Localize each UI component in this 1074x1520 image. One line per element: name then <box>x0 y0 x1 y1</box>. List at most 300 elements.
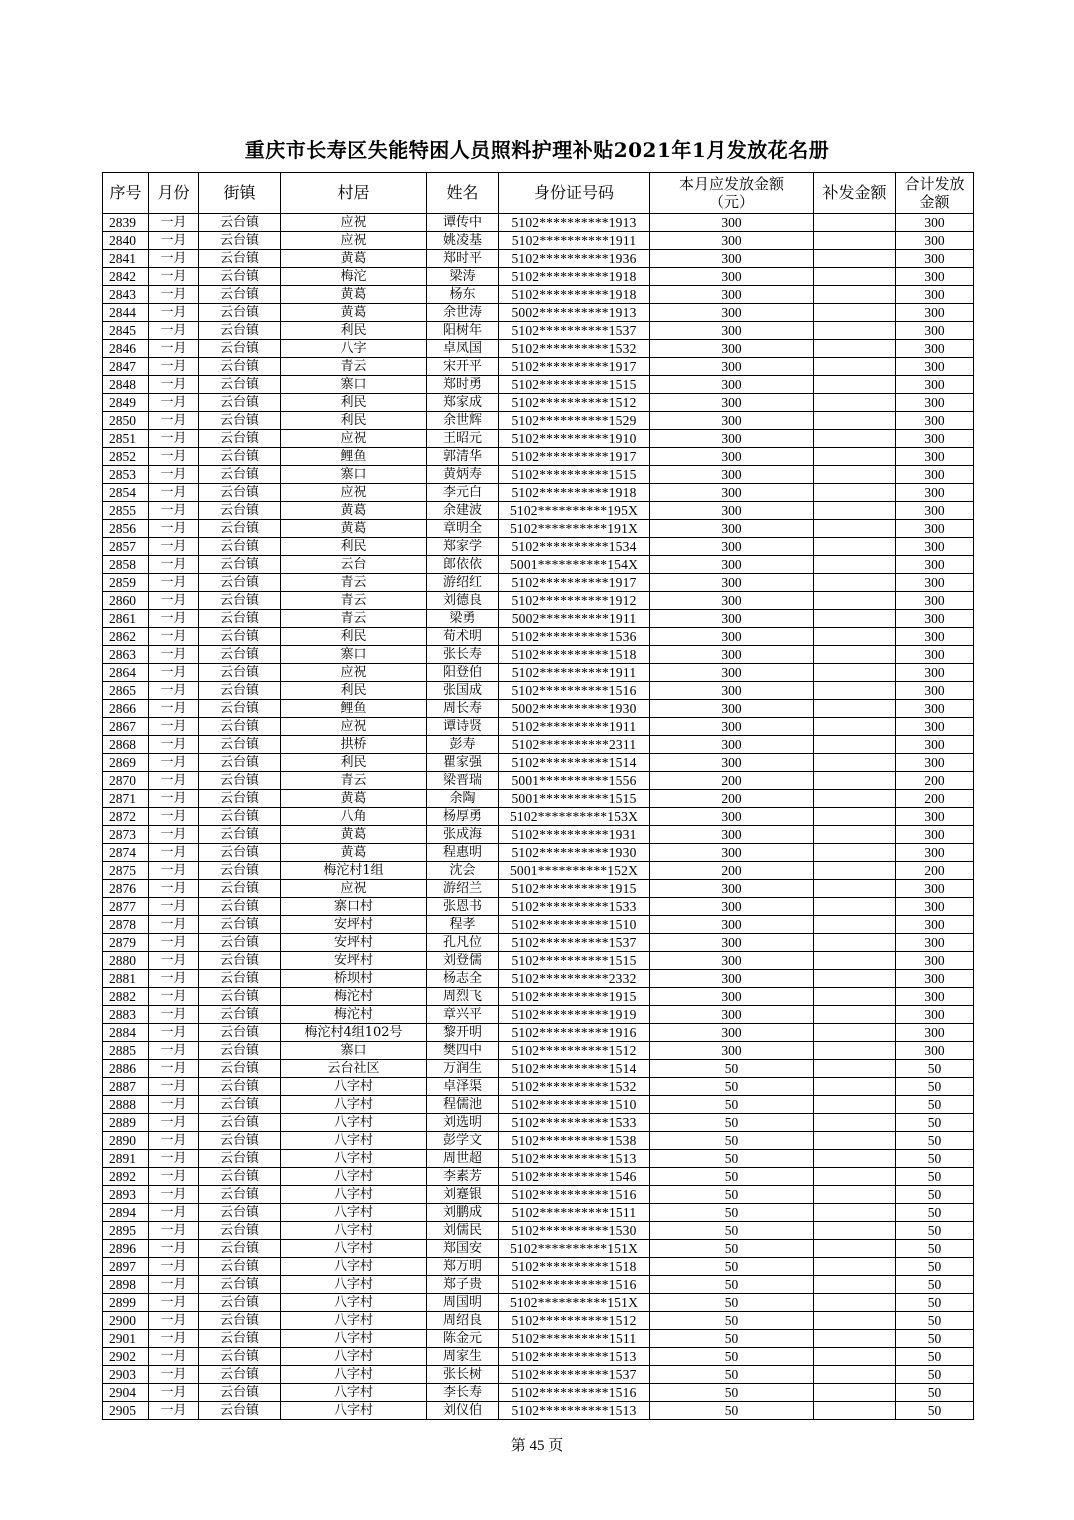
row-village: 八字村 <box>281 1348 427 1366</box>
row-town: 云台镇 <box>199 1312 281 1330</box>
row-town: 云台镇 <box>199 1294 281 1312</box>
row-serial-no: 2888 <box>103 1096 149 1114</box>
header-name: 姓名 <box>427 173 499 214</box>
row-monthly-amount: 300 <box>650 466 814 484</box>
row-village: 青云 <box>281 592 427 610</box>
row-serial-no: 2847 <box>103 358 149 376</box>
row-serial-no: 2893 <box>103 1186 149 1204</box>
row-monthly-amount: 300 <box>650 808 814 826</box>
table-row <box>103 394 974 412</box>
row-total-amount: 50 <box>896 1168 974 1186</box>
row-id-number: 5102**********1537 <box>499 1366 650 1384</box>
row-town: 云台镇 <box>199 736 281 754</box>
row-village: 八字村 <box>281 1258 427 1276</box>
row-supplement-amount <box>814 322 896 340</box>
row-town: 云台镇 <box>199 898 281 916</box>
row-total-amount: 300 <box>896 718 974 736</box>
row-town: 云台镇 <box>199 934 281 952</box>
row-month: 一月 <box>149 790 199 808</box>
row-serial-no: 2904 <box>103 1384 149 1402</box>
row-supplement-amount <box>814 790 896 808</box>
row-monthly-amount: 50 <box>650 1366 814 1384</box>
row-supplement-amount <box>814 1042 896 1060</box>
header-serial-no: 序号 <box>103 173 149 214</box>
row-id-number: 5102**********1912 <box>499 592 650 610</box>
header-town: 街镇 <box>199 173 281 214</box>
row-supplement-amount <box>814 1330 896 1348</box>
row-name: 杨东 <box>427 286 499 304</box>
row-name: 梁涛 <box>427 268 499 286</box>
row-name: 程儒池 <box>427 1096 499 1114</box>
row-total-amount: 300 <box>896 646 974 664</box>
row-id-number: 5102**********1917 <box>499 574 650 592</box>
row-monthly-amount: 300 <box>650 484 814 502</box>
row-village: 黄葛 <box>281 844 427 862</box>
row-month: 一月 <box>149 664 199 682</box>
row-town: 云台镇 <box>199 1384 281 1402</box>
row-id-number: 5102**********1512 <box>499 394 650 412</box>
row-month: 一月 <box>149 934 199 952</box>
row-total-amount: 300 <box>896 304 974 322</box>
row-id-number: 5102**********1510 <box>499 916 650 934</box>
table-row <box>103 268 974 286</box>
row-total-amount: 300 <box>896 376 974 394</box>
row-village: 利民 <box>281 682 427 700</box>
row-name: 李素芳 <box>427 1168 499 1186</box>
row-month: 一月 <box>149 970 199 988</box>
row-month: 一月 <box>149 340 199 358</box>
row-town: 云台镇 <box>199 988 281 1006</box>
row-supplement-amount <box>814 682 896 700</box>
row-serial-no: 2892 <box>103 1168 149 1186</box>
row-supplement-amount <box>814 484 896 502</box>
row-supplement-amount <box>814 268 896 286</box>
row-monthly-amount: 50 <box>650 1222 814 1240</box>
row-village: 八字村 <box>281 1384 427 1402</box>
row-monthly-amount: 200 <box>650 772 814 790</box>
table-row <box>103 1330 974 1348</box>
table-row <box>103 1096 974 1114</box>
row-total-amount: 300 <box>896 358 974 376</box>
row-serial-no: 2879 <box>103 934 149 952</box>
row-village: 梅沱 <box>281 268 427 286</box>
row-supplement-amount <box>814 988 896 1006</box>
row-serial-no: 2848 <box>103 376 149 394</box>
table-row <box>103 1132 974 1150</box>
row-month: 一月 <box>149 880 199 898</box>
row-id-number: 5102**********1511 <box>499 1330 650 1348</box>
row-month: 一月 <box>149 844 199 862</box>
row-month: 一月 <box>149 268 199 286</box>
row-monthly-amount: 300 <box>650 880 814 898</box>
row-supplement-amount <box>814 574 896 592</box>
row-supplement-amount <box>814 1006 896 1024</box>
row-total-amount: 50 <box>896 1384 974 1402</box>
row-supplement-amount <box>814 664 896 682</box>
row-id-number: 5001**********152X <box>499 862 650 880</box>
row-town: 云台镇 <box>199 700 281 718</box>
row-village: 寨口 <box>281 466 427 484</box>
row-name: 郑时平 <box>427 250 499 268</box>
row-village: 安坪村 <box>281 934 427 952</box>
row-serial-no: 2868 <box>103 736 149 754</box>
row-monthly-amount: 50 <box>650 1312 814 1330</box>
row-month: 一月 <box>149 916 199 934</box>
row-town: 云台镇 <box>199 1348 281 1366</box>
row-serial-no: 2885 <box>103 1042 149 1060</box>
row-total-amount: 300 <box>896 898 974 916</box>
row-name: 李长寿 <box>427 1384 499 1402</box>
row-town: 云台镇 <box>199 1114 281 1132</box>
table-row <box>103 1384 974 1402</box>
row-name: 瞿家强 <box>427 754 499 772</box>
table-row <box>103 790 974 808</box>
row-total-amount: 300 <box>896 808 974 826</box>
row-town: 云台镇 <box>199 502 281 520</box>
row-monthly-amount: 50 <box>650 1204 814 1222</box>
row-total-amount: 300 <box>896 394 974 412</box>
row-village: 八角 <box>281 808 427 826</box>
table-row <box>103 1294 974 1312</box>
row-monthly-amount: 50 <box>650 1258 814 1276</box>
row-monthly-amount: 300 <box>650 952 814 970</box>
row-id-number: 5102**********1936 <box>499 250 650 268</box>
table-row <box>103 1042 974 1060</box>
row-supplement-amount <box>814 304 896 322</box>
row-name: 张国成 <box>427 682 499 700</box>
header-village: 村居 <box>281 173 427 214</box>
row-id-number: 5102**********1911 <box>499 664 650 682</box>
table-row <box>103 754 974 772</box>
row-month: 一月 <box>149 592 199 610</box>
row-name: 郑子贵 <box>427 1276 499 1294</box>
row-name: 梁勇 <box>427 610 499 628</box>
row-id-number: 5102**********1533 <box>499 1114 650 1132</box>
row-village: 八字村 <box>281 1150 427 1168</box>
table-row <box>103 1168 974 1186</box>
row-serial-no: 2860 <box>103 592 149 610</box>
row-serial-no: 2855 <box>103 502 149 520</box>
row-month: 一月 <box>149 1042 199 1060</box>
row-monthly-amount: 300 <box>650 376 814 394</box>
row-supplement-amount <box>814 1222 896 1240</box>
table-row <box>103 988 974 1006</box>
row-total-amount: 300 <box>896 682 974 700</box>
row-month: 一月 <box>149 628 199 646</box>
table-row <box>103 250 974 268</box>
row-id-number: 5102**********153X <box>499 808 650 826</box>
row-id-number: 5102**********1930 <box>499 844 650 862</box>
row-supplement-amount <box>814 898 896 916</box>
row-id-number: 5102**********1918 <box>499 484 650 502</box>
row-monthly-amount: 50 <box>650 1384 814 1402</box>
row-supplement-amount <box>814 934 896 952</box>
row-id-number: 5102**********1518 <box>499 646 650 664</box>
row-total-amount: 300 <box>896 286 974 304</box>
table-row <box>103 556 974 574</box>
row-id-number: 5102**********1917 <box>499 358 650 376</box>
row-serial-no: 2862 <box>103 628 149 646</box>
row-month: 一月 <box>149 232 199 250</box>
table-row <box>103 1114 974 1132</box>
row-monthly-amount: 300 <box>650 340 814 358</box>
row-town: 云台镇 <box>199 916 281 934</box>
row-village: 八字村 <box>281 1222 427 1240</box>
table-row <box>103 970 974 988</box>
row-name: 章明全 <box>427 520 499 538</box>
row-total-amount: 300 <box>896 556 974 574</box>
row-serial-no: 2889 <box>103 1114 149 1132</box>
row-total-amount: 50 <box>896 1060 974 1078</box>
row-serial-no: 2864 <box>103 664 149 682</box>
table-row <box>103 646 974 664</box>
row-monthly-amount: 50 <box>650 1168 814 1186</box>
row-name: 万润生 <box>427 1060 499 1078</box>
table-row <box>103 664 974 682</box>
row-town: 云台镇 <box>199 1078 281 1096</box>
row-name: 姚凌基 <box>427 232 499 250</box>
row-town: 云台镇 <box>199 1276 281 1294</box>
row-monthly-amount: 300 <box>650 736 814 754</box>
row-month: 一月 <box>149 412 199 430</box>
table-row <box>103 1204 974 1222</box>
row-serial-no: 2858 <box>103 556 149 574</box>
row-serial-no: 2849 <box>103 394 149 412</box>
row-supplement-amount <box>814 1294 896 1312</box>
row-serial-no: 2895 <box>103 1222 149 1240</box>
row-total-amount: 300 <box>896 268 974 286</box>
row-id-number: 5102**********1916 <box>499 1024 650 1042</box>
row-name: 樊四中 <box>427 1042 499 1060</box>
row-serial-no: 2896 <box>103 1240 149 1258</box>
row-month: 一月 <box>149 322 199 340</box>
row-id-number: 5102**********1512 <box>499 1042 650 1060</box>
row-town: 云台镇 <box>199 844 281 862</box>
row-id-number: 5102**********1536 <box>499 628 650 646</box>
row-town: 云台镇 <box>199 484 281 502</box>
row-total-amount: 300 <box>896 610 974 628</box>
row-month: 一月 <box>149 250 199 268</box>
row-month: 一月 <box>149 466 199 484</box>
row-serial-no: 2884 <box>103 1024 149 1042</box>
row-monthly-amount: 50 <box>650 1330 814 1348</box>
table-row <box>103 1078 974 1096</box>
table-row <box>103 304 974 322</box>
row-name: 刘蹇银 <box>427 1186 499 1204</box>
row-monthly-amount: 300 <box>650 304 814 322</box>
row-id-number: 5102**********1511 <box>499 1204 650 1222</box>
row-supplement-amount <box>814 826 896 844</box>
row-village: 利民 <box>281 322 427 340</box>
row-supplement-amount <box>814 1366 896 1384</box>
row-town: 云台镇 <box>199 286 281 304</box>
row-monthly-amount: 50 <box>650 1150 814 1168</box>
row-month: 一月 <box>149 952 199 970</box>
row-month: 一月 <box>149 1168 199 1186</box>
row-id-number: 5102**********1534 <box>499 538 650 556</box>
row-id-number: 5102**********1917 <box>499 448 650 466</box>
row-month: 一月 <box>149 1348 199 1366</box>
row-supplement-amount <box>814 1204 896 1222</box>
row-total-amount: 50 <box>896 1186 974 1204</box>
row-supplement-amount <box>814 1312 896 1330</box>
row-town: 云台镇 <box>199 322 281 340</box>
row-serial-no: 2856 <box>103 520 149 538</box>
row-supplement-amount <box>814 1402 896 1420</box>
row-name: 彭学文 <box>427 1132 499 1150</box>
row-serial-no: 2876 <box>103 880 149 898</box>
row-monthly-amount: 300 <box>650 610 814 628</box>
row-total-amount: 50 <box>896 1132 974 1150</box>
row-name: 余建波 <box>427 502 499 520</box>
row-town: 云台镇 <box>199 214 281 232</box>
row-supplement-amount <box>814 1276 896 1294</box>
row-village: 寨口 <box>281 1042 427 1060</box>
row-town: 云台镇 <box>199 376 281 394</box>
row-id-number: 5102**********195X <box>499 502 650 520</box>
row-monthly-amount: 300 <box>650 556 814 574</box>
row-month: 一月 <box>149 556 199 574</box>
row-town: 云台镇 <box>199 1060 281 1078</box>
row-village: 云台社区 <box>281 1060 427 1078</box>
row-id-number: 5001**********1556 <box>499 772 650 790</box>
row-name: 刘仪伯 <box>427 1402 499 1420</box>
row-monthly-amount: 200 <box>650 862 814 880</box>
row-supplement-amount <box>814 592 896 610</box>
row-month: 一月 <box>149 1330 199 1348</box>
row-total-amount: 300 <box>896 754 974 772</box>
row-monthly-amount: 50 <box>650 1348 814 1366</box>
row-supplement-amount <box>814 250 896 268</box>
row-name: 宋开平 <box>427 358 499 376</box>
row-serial-no: 2866 <box>103 700 149 718</box>
row-supplement-amount <box>814 1186 896 1204</box>
row-serial-no: 2901 <box>103 1330 149 1348</box>
row-town: 云台镇 <box>199 430 281 448</box>
row-supplement-amount <box>814 1096 896 1114</box>
row-month: 一月 <box>149 1240 199 1258</box>
row-total-amount: 50 <box>896 1204 974 1222</box>
row-month: 一月 <box>149 538 199 556</box>
row-name: 张成海 <box>427 826 499 844</box>
row-name: 李元白 <box>427 484 499 502</box>
row-month: 一月 <box>149 520 199 538</box>
row-id-number: 5102**********1530 <box>499 1222 650 1240</box>
row-id-number: 5102**********1516 <box>499 682 650 700</box>
row-name: 卓泽渠 <box>427 1078 499 1096</box>
row-village: 寨口 <box>281 376 427 394</box>
row-name: 周世超 <box>427 1150 499 1168</box>
row-town: 云台镇 <box>199 358 281 376</box>
row-monthly-amount: 300 <box>650 538 814 556</box>
row-name: 周家生 <box>427 1348 499 1366</box>
row-supplement-amount <box>814 970 896 988</box>
row-name: 刘儒民 <box>427 1222 499 1240</box>
row-name: 荀术明 <box>427 628 499 646</box>
row-serial-no: 2872 <box>103 808 149 826</box>
table-row <box>103 1186 974 1204</box>
row-monthly-amount: 300 <box>650 682 814 700</box>
table-row <box>103 376 974 394</box>
row-id-number: 5102**********2332 <box>499 970 650 988</box>
row-id-number: 5102**********1513 <box>499 1402 650 1420</box>
row-monthly-amount: 50 <box>650 1132 814 1150</box>
table-row <box>103 1222 974 1240</box>
row-monthly-amount: 300 <box>650 988 814 1006</box>
row-name: 余世辉 <box>427 412 499 430</box>
row-village: 应祝 <box>281 214 427 232</box>
row-supplement-amount <box>814 1348 896 1366</box>
row-total-amount: 50 <box>896 1114 974 1132</box>
row-serial-no: 2902 <box>103 1348 149 1366</box>
row-supplement-amount <box>814 808 896 826</box>
row-serial-no: 2840 <box>103 232 149 250</box>
row-town: 云台镇 <box>199 970 281 988</box>
row-serial-no: 2883 <box>103 1006 149 1024</box>
row-town: 云台镇 <box>199 1042 281 1060</box>
row-monthly-amount: 50 <box>650 1294 814 1312</box>
table-row <box>103 430 974 448</box>
row-town: 云台镇 <box>199 628 281 646</box>
row-total-amount: 300 <box>896 844 974 862</box>
row-town: 云台镇 <box>199 520 281 538</box>
row-supplement-amount <box>814 916 896 934</box>
table-row <box>103 538 974 556</box>
header-total-amount: 合计发放金额 <box>896 173 974 214</box>
row-id-number: 5102**********2311 <box>499 736 650 754</box>
row-id-number: 5102**********1913 <box>499 214 650 232</box>
row-id-number: 5002**********1930 <box>499 700 650 718</box>
row-month: 一月 <box>149 1402 199 1420</box>
table-row <box>103 736 974 754</box>
row-monthly-amount: 300 <box>650 412 814 430</box>
row-supplement-amount <box>814 286 896 304</box>
row-name: 孔凡位 <box>427 934 499 952</box>
row-supplement-amount <box>814 376 896 394</box>
row-village: 应祝 <box>281 430 427 448</box>
table-row <box>103 808 974 826</box>
row-name: 游绍兰 <box>427 880 499 898</box>
row-total-amount: 300 <box>896 412 974 430</box>
row-name: 阳登伯 <box>427 664 499 682</box>
row-town: 云台镇 <box>199 1258 281 1276</box>
row-serial-no: 2905 <box>103 1402 149 1420</box>
row-serial-no: 2846 <box>103 340 149 358</box>
row-town: 云台镇 <box>199 394 281 412</box>
row-name: 周烈飞 <box>427 988 499 1006</box>
row-month: 一月 <box>149 1096 199 1114</box>
row-total-amount: 300 <box>896 538 974 556</box>
row-month: 一月 <box>149 988 199 1006</box>
table-row <box>103 1150 974 1168</box>
page-number: 第 45 页 <box>510 1438 564 1454</box>
row-name: 余陶 <box>427 790 499 808</box>
row-name: 彭寿 <box>427 736 499 754</box>
row-month: 一月 <box>149 1150 199 1168</box>
row-supplement-amount <box>814 520 896 538</box>
row-total-amount: 50 <box>896 1150 974 1168</box>
table-row <box>103 1402 974 1420</box>
row-serial-no: 2861 <box>103 610 149 628</box>
row-month: 一月 <box>149 898 199 916</box>
row-total-amount: 50 <box>896 1240 974 1258</box>
row-month: 一月 <box>149 1222 199 1240</box>
row-town: 云台镇 <box>199 664 281 682</box>
row-month: 一月 <box>149 394 199 412</box>
row-total-amount: 300 <box>896 970 974 988</box>
row-village: 应祝 <box>281 718 427 736</box>
row-month: 一月 <box>149 376 199 394</box>
